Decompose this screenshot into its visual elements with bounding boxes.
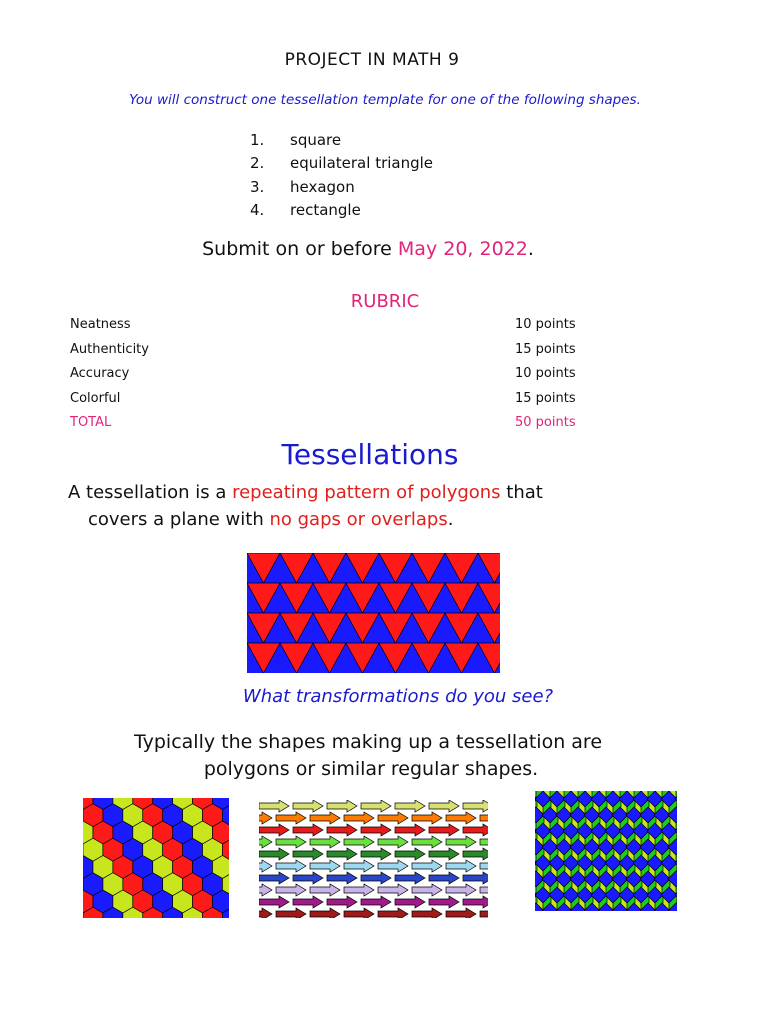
arrow-tile — [378, 836, 408, 848]
arrow-tile — [463, 848, 488, 860]
arrow-tile — [259, 872, 289, 884]
arrow-tile — [463, 800, 488, 812]
arrow-tile — [378, 908, 408, 918]
arrow-tile — [446, 908, 476, 918]
list-item — [250, 154, 433, 172]
arrow-tile — [429, 824, 459, 836]
arrow-tile — [429, 848, 459, 860]
arrow-tile — [259, 896, 289, 908]
arrow-tile — [412, 836, 442, 848]
arrow-tile — [395, 848, 425, 860]
arrow-tile — [480, 860, 488, 872]
definition-line-1 — [68, 482, 543, 503]
arrow-tile — [361, 800, 391, 812]
definition-text: that — [500, 482, 543, 503]
arrow-tile — [293, 896, 323, 908]
rubric-criterion: Accuracy — [70, 366, 130, 381]
arrow-tile — [276, 836, 306, 848]
arrow-tile — [463, 824, 488, 836]
arrow-tile — [276, 884, 306, 896]
list-number: 1. — [250, 131, 265, 149]
rubric-total-points: 50 points — [515, 415, 576, 430]
arrow-tile — [412, 908, 442, 918]
arrow-tile — [412, 812, 442, 824]
rubric-points: 15 points — [515, 391, 576, 406]
arrow-tile — [293, 800, 323, 812]
hexagon-tessellation-image — [83, 798, 229, 918]
arrow-tile — [259, 836, 272, 848]
submission-end: . — [527, 238, 534, 260]
arrow-tile — [259, 860, 272, 872]
rubric-points: 10 points — [515, 317, 576, 332]
rubric-criterion: Authenticity — [70, 342, 149, 357]
arrow-tile — [327, 800, 357, 812]
arrow-tile — [361, 848, 391, 860]
definition-text: A tessellation is a — [68, 482, 233, 503]
arrow-tessellation-image — [259, 800, 488, 918]
list-number: 2. — [250, 154, 265, 172]
arrow-tile — [259, 824, 289, 836]
arrow-tile — [395, 800, 425, 812]
instructions-highlight: one of the following shapes. — [450, 92, 641, 108]
arrow-tile — [276, 860, 306, 872]
definition-line-2 — [88, 509, 453, 530]
arrow-tile — [446, 812, 476, 824]
arrow-tile — [327, 824, 357, 836]
arrow-tile — [327, 872, 357, 884]
arrow-tile — [412, 884, 442, 896]
arrow-tile — [361, 872, 391, 884]
list-label: rectangle — [290, 201, 361, 219]
list-item — [250, 201, 361, 219]
definition-highlight: no gaps or overlaps — [269, 509, 448, 530]
arrow-tile — [310, 908, 340, 918]
rubric-points: 10 points — [515, 366, 576, 381]
arrow-tile — [480, 812, 488, 824]
definition-highlight: repeating pattern of polygons — [232, 482, 501, 503]
definition-text: . — [447, 509, 454, 530]
arrow-tile — [395, 872, 425, 884]
list-label: equilateral triangle — [290, 154, 434, 172]
arrow-tile — [327, 896, 357, 908]
arrow-tile — [259, 908, 272, 918]
instructions — [0, 92, 768, 108]
arrow-tile — [378, 812, 408, 824]
rubric-total-label: TOTAL — [70, 415, 112, 430]
rubric-points: 15 points — [515, 342, 576, 357]
arrow-tile — [310, 860, 340, 872]
arrow-tile — [412, 860, 442, 872]
arrow-tile — [293, 848, 323, 860]
list-label: hexagon — [290, 178, 355, 196]
list-number: 4. — [250, 201, 265, 219]
arrow-tile — [480, 884, 488, 896]
arrow-tile — [361, 896, 391, 908]
arrow-tile — [463, 896, 488, 908]
arrow-tile — [259, 812, 272, 824]
arrow-tile — [344, 884, 374, 896]
submission-text: Submit on or before — [202, 238, 398, 260]
instructions-text: You will construct one tessellation template for — [129, 92, 451, 108]
arrow-tile — [378, 860, 408, 872]
arrow-tile — [480, 836, 488, 848]
rubric-criterion: Colorful — [70, 391, 121, 406]
triangle-tessellation-image — [247, 553, 500, 673]
definition-text: covers a plane with — [88, 509, 270, 530]
arrow-tile — [429, 872, 459, 884]
arrow-tile — [259, 884, 272, 896]
arrow-tile — [310, 836, 340, 848]
arrow-tile — [344, 860, 374, 872]
due-date: May 20, 2022 — [397, 238, 528, 260]
arrow-tile — [395, 896, 425, 908]
arrow-tile — [446, 860, 476, 872]
arrow-tile — [310, 812, 340, 824]
arrow-tile — [276, 908, 306, 918]
submission-line — [0, 238, 736, 260]
arrow-tile — [463, 872, 488, 884]
arrow-tile — [259, 848, 289, 860]
arrow-tile — [344, 836, 374, 848]
arrow-tile — [344, 812, 374, 824]
typical-text-line-2: polygons or similar regular shapes. — [203, 758, 539, 780]
arrow-tile — [429, 896, 459, 908]
typical-text-line-1: Typically the shapes making up a tessellation are — [133, 731, 603, 753]
arrow-tile — [446, 884, 476, 896]
arrow-tile — [395, 824, 425, 836]
arrow-tile — [293, 824, 323, 836]
arrow-tile — [446, 836, 476, 848]
question-text: What transformations do you see? — [242, 686, 554, 707]
section-heading: Tessellations — [281, 438, 459, 471]
arrow-tile — [480, 908, 488, 918]
arrow-tile — [293, 872, 323, 884]
arrow-tile — [361, 824, 391, 836]
arrow-tile — [378, 884, 408, 896]
arrow-tile — [276, 812, 306, 824]
list-label: square — [290, 131, 342, 149]
arrow-tile — [259, 800, 289, 812]
arrow-tile — [344, 908, 374, 918]
list-number: 3. — [250, 178, 265, 196]
list-item — [250, 131, 341, 149]
rhombus-tessellation-image — [535, 791, 677, 911]
rubric-title: RUBRIC — [350, 291, 420, 312]
arrow-tile — [327, 848, 357, 860]
page-title: PROJECT IN MATH 9 — [284, 50, 460, 70]
rubric-criterion: Neatness — [70, 317, 131, 332]
list-item — [250, 178, 355, 196]
arrow-tile — [429, 800, 459, 812]
arrow-tile — [310, 884, 340, 896]
